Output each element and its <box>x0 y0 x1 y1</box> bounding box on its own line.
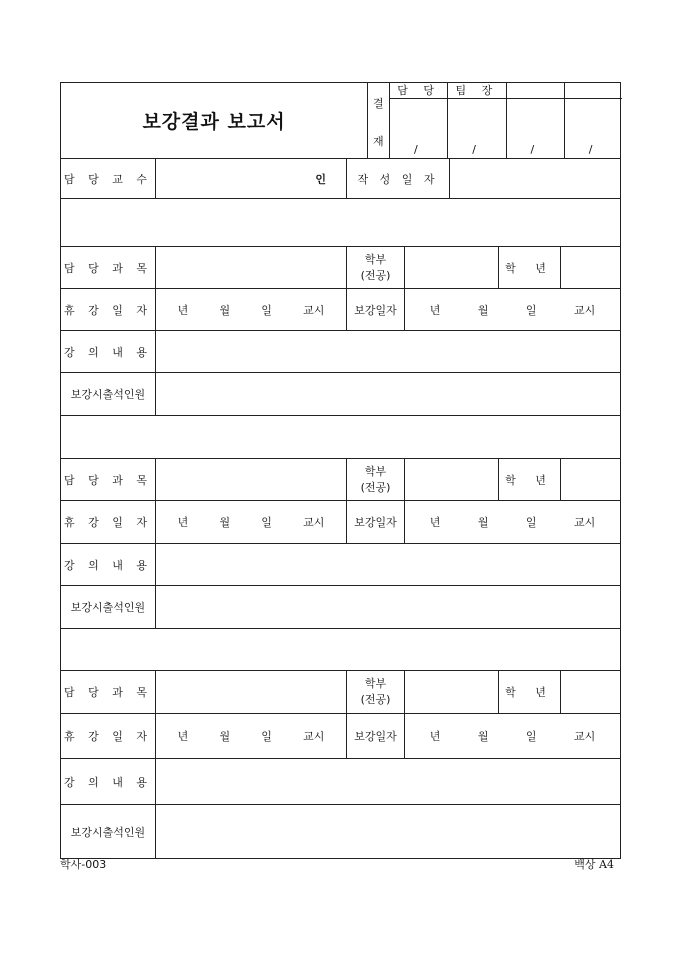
unit-period: 교시 <box>574 516 596 529</box>
unit-month: 월 <box>477 516 489 529</box>
dept-field[interactable] <box>405 247 499 288</box>
section-spacer <box>61 199 620 247</box>
professor-label: 담 당 교 수 <box>61 159 156 198</box>
content-label: 강 의 내 용 <box>61 759 156 804</box>
approval-col-header: 팀 장 <box>448 83 505 99</box>
content-row <box>61 544 620 586</box>
attendance-label: 보강시출석인원 <box>61 805 156 858</box>
section-spacer <box>61 416 620 459</box>
unit-period: 교시 <box>303 516 325 529</box>
approval-label <box>368 83 390 158</box>
dept-field[interactable] <box>405 459 499 500</box>
content-label: 강 의 내 용 <box>61 544 156 585</box>
professor-name-field[interactable] <box>156 159 347 198</box>
attendance-field[interactable] <box>156 373 620 415</box>
seal-mark: 인 <box>315 172 326 186</box>
approval-slash: / <box>530 143 535 156</box>
subject-row <box>61 247 620 289</box>
grade-field[interactable] <box>561 247 620 288</box>
unit-year: 년 <box>177 516 189 529</box>
unit-year: 년 <box>177 303 189 317</box>
professor-row <box>61 159 620 199</box>
unit-period: 교시 <box>303 730 325 743</box>
makeup-date-field[interactable] <box>405 714 620 758</box>
date-row <box>61 501 620 544</box>
content-field[interactable] <box>156 759 620 804</box>
subject-label: 담 당 과 목 <box>61 247 156 288</box>
date-row <box>61 289 620 331</box>
dept-label-top: 학부 <box>364 464 387 478</box>
attendance-label: 보강시출석인원 <box>61 586 156 628</box>
subject-field[interactable] <box>156 459 347 500</box>
unit-day: 일 <box>261 516 272 529</box>
dept-label <box>347 459 405 500</box>
content-row <box>61 759 620 805</box>
approval-col-header: 담 당 <box>390 83 447 99</box>
attendance-row <box>61 805 620 858</box>
cancel-date-field[interactable] <box>156 289 347 330</box>
cancel-date-label: 휴 강 일 자 <box>61 501 156 543</box>
page-title: 보강결과 보고서 <box>142 111 286 133</box>
dept-label-bottom: (전공) <box>360 693 391 706</box>
write-date-field[interactable] <box>450 159 620 198</box>
section-spacer <box>61 629 620 671</box>
cancel-date-label: 휴 강 일 자 <box>61 714 156 758</box>
report-form <box>60 82 621 859</box>
subject-field[interactable] <box>156 247 347 288</box>
unit-month: 월 <box>219 730 231 743</box>
subject-field[interactable] <box>156 671 347 713</box>
makeup-date-label: 보강일자 <box>347 714 405 758</box>
unit-year: 년 <box>177 730 189 743</box>
dept-label <box>347 247 405 288</box>
unit-year: 년 <box>429 303 441 317</box>
form-code: 학사-003 <box>60 858 107 871</box>
content-label: 강 의 내 용 <box>61 331 156 372</box>
grade-label: 학 년 <box>499 671 561 713</box>
dept-label-top: 학부 <box>364 252 387 266</box>
unit-month: 월 <box>219 516 231 529</box>
approval-grid <box>390 83 622 158</box>
paper-spec: 백상 A4 <box>574 858 614 871</box>
dept-label-bottom: (전공) <box>360 268 391 282</box>
subject-label: 담 당 과 목 <box>61 459 156 500</box>
cancel-date-label: 휴 강 일 자 <box>61 289 156 330</box>
grade-field[interactable] <box>561 671 620 713</box>
unit-period: 교시 <box>574 730 596 743</box>
unit-month: 월 <box>477 730 489 743</box>
approval-col-header <box>507 83 564 99</box>
date-row <box>61 714 620 759</box>
approval-slash: / <box>588 143 593 156</box>
grade-label: 학 년 <box>499 247 561 288</box>
cancel-date-field[interactable] <box>156 501 347 543</box>
makeup-date-field[interactable] <box>405 289 620 330</box>
makeup-date-label: 보강일자 <box>347 501 405 543</box>
unit-day: 일 <box>261 303 272 317</box>
unit-year: 년 <box>429 730 441 743</box>
approval-col-4[interactable] <box>565 83 622 158</box>
approval-col-3[interactable] <box>507 83 565 158</box>
unit-month: 월 <box>477 303 489 317</box>
subject-label: 담 당 과 목 <box>61 671 156 713</box>
dept-label-bottom: (전공) <box>360 480 391 494</box>
unit-day: 일 <box>525 730 537 743</box>
dept-label-top: 학부 <box>364 677 387 690</box>
subject-row <box>61 459 620 501</box>
dept-field[interactable] <box>405 671 499 713</box>
grade-field[interactable] <box>561 459 620 500</box>
cancel-date-field[interactable] <box>156 714 347 758</box>
unit-day: 일 <box>525 303 537 317</box>
approval-label-bottom: 재 <box>373 135 384 148</box>
dept-label <box>347 671 405 713</box>
unit-day: 일 <box>261 730 272 743</box>
approval-col-header <box>565 83 622 99</box>
makeup-date-label: 보강일자 <box>347 289 405 330</box>
attendance-row <box>61 373 620 416</box>
approval-slash: / <box>472 143 476 156</box>
content-field[interactable] <box>156 544 620 585</box>
grade-label: 학 년 <box>499 459 561 500</box>
unit-period: 교시 <box>303 303 325 317</box>
unit-year: 년 <box>429 516 441 529</box>
write-date-label: 작 성 일 자 <box>347 159 450 198</box>
unit-month: 월 <box>219 303 231 317</box>
attendance-field[interactable] <box>156 805 620 858</box>
attendance-row <box>61 586 620 629</box>
attendance-field[interactable] <box>156 586 620 628</box>
content-row <box>61 331 620 373</box>
approval-slash: / <box>414 143 418 156</box>
approval-col-1[interactable] <box>390 83 448 158</box>
subject-row <box>61 671 620 714</box>
unit-period: 교시 <box>574 303 596 317</box>
content-field[interactable] <box>156 331 620 372</box>
attendance-label: 보강시출석인원 <box>61 373 156 415</box>
unit-day: 일 <box>525 516 537 529</box>
approval-label-top: 결 <box>373 97 384 110</box>
form-header <box>61 83 620 159</box>
makeup-date-field[interactable] <box>405 501 620 543</box>
approval-box <box>367 83 622 158</box>
approval-col-2[interactable] <box>448 83 506 158</box>
